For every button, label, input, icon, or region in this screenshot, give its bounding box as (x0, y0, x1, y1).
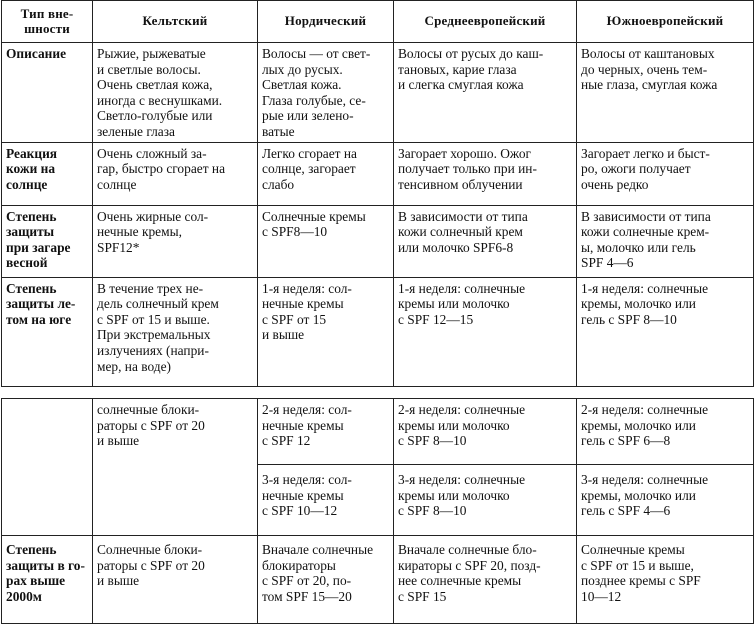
row-label-empty (2, 399, 93, 536)
header-type (2, 1, 93, 43)
text-line: кремы или молочко (398, 487, 510, 503)
text-line: раторы с SPF от 20 (97, 417, 205, 433)
skin-type-table (1, 0, 754, 387)
text-line: 2-я неделя: солнечные (581, 402, 709, 417)
text-line: с SPF от 15 и выше, (581, 557, 694, 573)
cell-south (577, 536, 754, 624)
text-line: защиты в го- (6, 557, 85, 573)
text-line: солнечные блоки- (97, 402, 200, 417)
cell-south (577, 277, 754, 386)
text-line: нечные кремы (262, 417, 344, 433)
cell-celtic (93, 399, 258, 536)
text-line: нечные кремы, (97, 224, 182, 240)
text-line: и выше (97, 433, 140, 449)
text-line: зеленые глаза (97, 123, 175, 139)
text-line: с SPF 12 (262, 433, 311, 449)
text-line: блокираторы (262, 557, 336, 573)
text-line: с SPF 12—15 (398, 311, 474, 327)
cell-central-week2 (394, 399, 577, 465)
table-row (2, 205, 754, 277)
text-line: с SPF 15 (398, 588, 447, 604)
text-line: 3-я неделя: солнечные (398, 472, 526, 487)
text-line: кремы, молочко или (581, 296, 696, 312)
text-line: 3-я неделя: солнечные (581, 472, 709, 487)
cell-nordic-week3 (258, 465, 394, 536)
text-line: 1-я неделя: солнечные (398, 280, 526, 296)
row-label-description (2, 43, 93, 143)
header-row (2, 1, 754, 43)
table-row (2, 399, 754, 465)
header-south-european: Южноевропейский (577, 1, 754, 43)
text-line: Легко сгорает на (262, 145, 357, 161)
text-line: с SPF8—10 (262, 224, 328, 240)
text-line: очень редко (581, 176, 649, 192)
text-line: ро, ожоги получает (581, 161, 691, 177)
cell-central-week3 (394, 465, 577, 536)
text-line: Вначале солнечные (262, 542, 374, 557)
text-line: защиты ле- (6, 296, 76, 312)
text-line: Волосы от каштановых (581, 46, 715, 61)
text-line: Степень (6, 280, 57, 296)
text-line: гель с SPF 4—6 (581, 503, 671, 519)
table-row (2, 277, 754, 386)
text-line: и слегка смуглая кожа (398, 77, 524, 93)
text-line: При экстремальных (97, 327, 211, 343)
text-line: Волосы от русых до каш- (398, 46, 544, 61)
text-line: 2000м (6, 588, 42, 604)
text-line: Очень светлая кожа, (97, 77, 213, 93)
text-line: нечные кремы (262, 487, 344, 503)
header-celtic: Кельтский (93, 1, 258, 43)
cell-central (394, 43, 577, 143)
text-line: Степень (6, 542, 57, 557)
cell-south (577, 43, 754, 143)
text-line: солнце (6, 176, 48, 192)
text-line: до черных, очень тем- (581, 61, 708, 77)
text-line: позднее кремы с SPF (581, 573, 701, 589)
text-line: SPF12* (97, 239, 140, 255)
text-line: солнце (97, 176, 137, 192)
text-line: раторы с SPF от 20 (97, 557, 205, 573)
text-line: Очень жирные сол- (97, 208, 209, 224)
cell-nordic-week2 (258, 399, 394, 465)
text-line: ы, молочко или гель (581, 239, 696, 255)
cell-nordic (258, 43, 394, 143)
text-line: В течение трех не- (97, 280, 204, 296)
text-line: иногда с веснушками. (97, 92, 223, 108)
cell-central (394, 536, 577, 624)
text-line: ные глаза, смуглая кожа (581, 77, 718, 93)
text-line: Вначале солнечные бло- (398, 542, 537, 557)
text-line: с SPF 8—10 (398, 433, 467, 449)
text-line: кремы или молочко (398, 417, 510, 433)
text-line: получает только при ин- (398, 161, 537, 177)
cell-celtic (93, 277, 258, 386)
text-line: Загорает хорошо. Ожог (398, 145, 532, 161)
text-line: 10—12 (581, 588, 622, 604)
cell-nordic (258, 536, 394, 624)
text-line: и светлые волосы. (97, 61, 201, 77)
cell-central (394, 205, 577, 277)
text-line: кремы или молочко (398, 296, 510, 312)
text-line: шности (24, 20, 70, 36)
text-line: В зависимости от типа (581, 208, 711, 224)
text-line: Тип вне- (20, 5, 74, 21)
row-label-reaction (2, 142, 93, 205)
text-line: нее солнечные кремы (398, 573, 522, 589)
text-line: при загаре (6, 239, 71, 255)
text-line: рые или зелено- (262, 108, 354, 124)
text-line: кожи солнечный крем (398, 224, 523, 240)
text-line: солнце, загорает (262, 161, 356, 177)
text-line: излучениях (напри- (97, 342, 209, 358)
text-line: и выше (262, 327, 305, 343)
text-line: том SPF 15—20 (262, 588, 352, 604)
row-label-spring (2, 205, 93, 277)
text-line: Степень (6, 208, 57, 224)
text-line: кремы, молочко или (581, 417, 696, 433)
text-line: 1-я неделя: сол- (262, 280, 352, 296)
text-line: рах выше (6, 573, 66, 589)
text-line: с SPF 8—10 (398, 503, 467, 519)
text-line: Глаза голубые, се- (262, 92, 366, 108)
text-line: SPF 4—6 (581, 255, 634, 271)
cell-nordic (258, 277, 394, 386)
cell-nordic (258, 142, 394, 205)
text-line: гель с SPF 6—8 (581, 433, 671, 449)
text-line: гар, быстро сгорает на (97, 161, 226, 177)
text-line: кираторы с SPF 20, позд- (398, 557, 541, 573)
text-line: с SPF от 15 (262, 311, 327, 327)
cell-nordic (258, 205, 394, 277)
text-line: тановых, карие глаза (398, 61, 517, 77)
text-line: с SPF 10—12 (262, 503, 338, 519)
cell-south (577, 142, 754, 205)
row-label-mountains (2, 536, 93, 624)
text-line: весной (6, 255, 48, 271)
table-row (2, 43, 754, 143)
text-line: ватые (262, 123, 295, 139)
text-line: Описание (6, 46, 67, 61)
text-line: 2-я неделя: солнечные (398, 402, 526, 417)
table-row (2, 142, 754, 205)
text-line: Загорает легко и быст- (581, 145, 710, 161)
skin-type-table-continued (1, 398, 754, 624)
cell-central (394, 277, 577, 386)
cell-celtic (93, 142, 258, 205)
text-line: лых до русых. (262, 61, 343, 77)
text-line: 1-я неделя: солнечные (581, 280, 709, 296)
text-line: с SPF от 15 и выше. (97, 311, 210, 327)
cell-central (394, 142, 577, 205)
cell-celtic (93, 536, 258, 624)
text-line: слабо (262, 176, 295, 192)
text-line: тенсивном облучении (398, 176, 523, 192)
text-line: гель с SPF 8—10 (581, 311, 677, 327)
cell-celtic (93, 43, 258, 143)
text-line: 3-я неделя: сол- (262, 472, 352, 487)
header-nordic: Нордический (258, 1, 394, 43)
text-line: нечные кремы (262, 296, 344, 312)
text-line: Светло-голубые или (97, 108, 213, 124)
text-line: Реакция (6, 145, 58, 161)
text-line: Очень сложный за- (97, 145, 207, 161)
text-line: кожи на (6, 161, 56, 177)
text-line: В зависимости от типа (398, 208, 528, 224)
text-line: мер, на воде) (97, 358, 172, 374)
text-line: Светлая кожа. (262, 77, 342, 93)
text-line: дель солнечный крем (97, 296, 219, 312)
text-line: или молочко SPF6-8 (398, 239, 514, 255)
row-label-summer (2, 277, 93, 386)
text-line: и выше (97, 573, 140, 589)
table-row (2, 536, 754, 624)
text-line: кожи солнечные крем- (581, 224, 710, 240)
text-line: Рыжие, рыжеватые (97, 46, 206, 61)
text-line: защиты (6, 224, 55, 240)
text-line: Волосы — от свет- (262, 46, 371, 61)
text-line: кремы, молочко или (581, 487, 696, 503)
cell-south-week3 (577, 465, 754, 536)
text-line: 2-я неделя: сол- (262, 402, 352, 417)
text-line: том на юге (6, 311, 72, 327)
header-central-european: Среднеевропейский (394, 1, 577, 43)
text-line: Солнечные блоки- (97, 542, 203, 557)
text-line: Солнечные кремы (581, 542, 685, 557)
text-line: с SPF от 20, по- (262, 573, 352, 589)
text-line: Солнечные кремы (262, 208, 366, 224)
cell-south (577, 205, 754, 277)
cell-south-week2 (577, 399, 754, 465)
cell-celtic (93, 205, 258, 277)
